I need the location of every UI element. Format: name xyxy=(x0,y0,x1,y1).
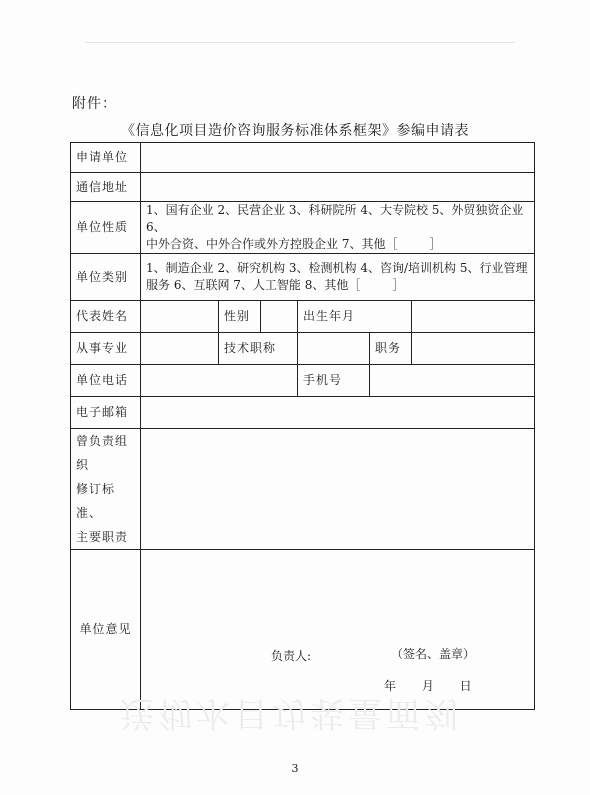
row-unit-category xyxy=(71,254,535,301)
experience-label-line-3: 主要职责 xyxy=(76,530,129,544)
application-form-table xyxy=(70,142,535,710)
row-experience xyxy=(71,429,535,550)
specialty-field[interactable] xyxy=(141,333,219,365)
applicant-unit-field[interactable] xyxy=(141,143,535,173)
page-number: 3 xyxy=(291,762,299,775)
technical-title-field[interactable] xyxy=(298,333,370,365)
row-phone xyxy=(71,365,535,397)
experience-label-line-1: 曾负责组织 xyxy=(76,434,129,472)
experience-field[interactable] xyxy=(141,429,535,550)
row-email xyxy=(71,397,535,429)
representative-name-field[interactable] xyxy=(141,301,219,333)
row-unit-nature xyxy=(71,202,535,254)
row-representative xyxy=(71,301,535,333)
row-applicant-unit xyxy=(71,143,535,173)
bleed-through-text: 送彻水目功装量面刻 xyxy=(120,693,462,733)
mailing-address-field[interactable] xyxy=(141,173,535,202)
row-specialty xyxy=(71,333,535,365)
experience-label-line-2: 修订标准、 xyxy=(76,482,116,520)
responsible-person-label: 负责人: xyxy=(271,649,312,663)
unit-nature-label: 单位性质 xyxy=(71,202,141,254)
position-field[interactable] xyxy=(412,333,535,365)
unit-category-line-1: 1、制造企业 2、研究机构 3、检测机构 4、咨询/培训机构 5、行业管理 xyxy=(146,261,528,275)
unit-category-bracket-close: ］ xyxy=(392,278,405,292)
signature-note: （签名、盖章） xyxy=(391,647,476,661)
unit-category-line-2: 服务 6、互联网 7、人工智能 8、其他［ xyxy=(146,278,361,292)
unit-nature-bracket-close: ］ xyxy=(429,237,442,251)
unit-category-options[interactable] xyxy=(141,254,535,301)
attachment-label: 附件： xyxy=(72,96,117,112)
email-label: 电子邮箱 xyxy=(71,397,141,429)
row-unit-opinion xyxy=(71,550,535,710)
birth-date-field[interactable] xyxy=(412,301,535,333)
unit-category-label: 单位类别 xyxy=(71,254,141,301)
mobile-field[interactable] xyxy=(370,365,535,397)
experience-label xyxy=(71,429,141,550)
representative-name-label: 代表姓名 xyxy=(71,301,141,333)
gender-field[interactable] xyxy=(261,301,298,333)
scan-rule xyxy=(85,42,515,43)
unit-opinion-field[interactable] xyxy=(141,550,535,710)
position-label: 职务 xyxy=(370,333,412,365)
specialty-label: 从事专业 xyxy=(71,333,141,365)
technical-title-label: 技术职称 xyxy=(219,333,298,365)
unit-phone-field[interactable] xyxy=(141,365,298,397)
unit-nature-options[interactable] xyxy=(141,202,535,254)
unit-opinion-label: 单位意见 xyxy=(71,550,141,710)
applicant-unit-label: 申请单位 xyxy=(71,143,141,173)
date-line: 年 月 日 xyxy=(384,679,472,693)
gender-label: 性别 xyxy=(219,301,261,333)
unit-nature-line-1: 1、国有企业 2、民营企业 3、科研院所 4、大专院校 5、外贸独资企业 6、 xyxy=(146,203,524,234)
row-mailing-address xyxy=(71,173,535,202)
unit-phone-label: 单位电话 xyxy=(71,365,141,397)
birth-date-label: 出生年月 xyxy=(298,301,412,333)
mobile-label: 手机号 xyxy=(298,365,370,397)
mailing-address-label: 通信地址 xyxy=(71,173,141,202)
email-field[interactable] xyxy=(141,397,535,429)
form-title: 《信息化项目造价咨询服务标准体系框架》参编申请表 xyxy=(121,123,469,139)
unit-nature-line-2: 中外合资、中外合作或外方控股企业 7、其他［ xyxy=(146,237,398,251)
